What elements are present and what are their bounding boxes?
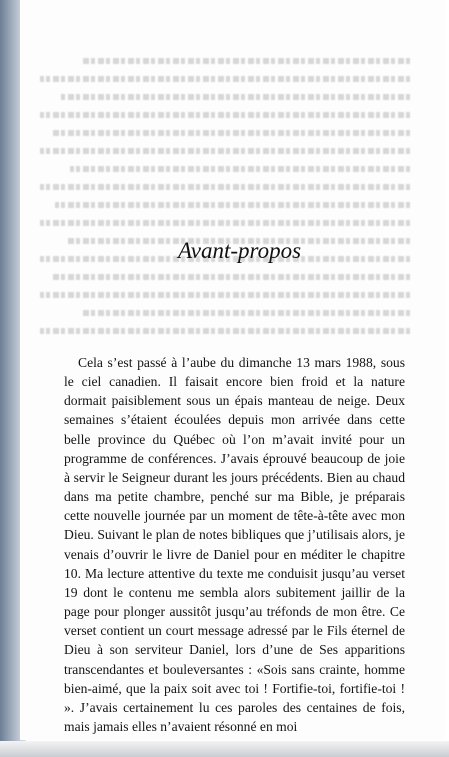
chapter-heading: Avant-propos bbox=[177, 238, 302, 263]
show-through-text bbox=[40, 18, 410, 348]
paragraph: Cela s’est passé à l’aube du dimanche 13 mars 1988, sous le ciel canadien. Il faisait encore bien froid et la nature dormait paisiblement sous un épais manteau de neige. Deux semaines s’étaient écoulées depuis mon arrivée dans cette belle province du Québec où l’on m’avait invité pour un programme de conférences. J’avais éprouvé beaucoup de joie à servir le Seigneur durant les jours précédents. Bien au chaud dans ma petite chambre, penché sur ma Bible, je préparais cette nouvelle journée par un moment de tête-à-tête avec mon Dieu. Suivant le plan de notes bibliques que j’utilisais alors, je venais d’ouvrir le livre de Daniel pour en méditer le chapitre 10. Ma lecture attentive du texte me conduisit jusqu’au verset 19 dont le contenu me sembla alors subitement jaillir de la page pour plonger aussitôt jusqu’au tréfonds de mon être. Ce verset contient un court message adressé par le Fils éternel de Dieu à son serviteur Daniel, lors d’une de Ses apparitions transcendantes et bouleversantes : «Sois sans crainte, homme bien-aimé, que la paix soit avec toi ! Fortifie-toi, fortifie-toi ! ». J’avais certainement lu ces paroles des centaines de fois, mais jamais elles n’avaient résonné en moi bbox=[64, 355, 405, 734]
page-bottom-shadow bbox=[0, 741, 449, 757]
body-text bbox=[64, 353, 405, 736]
